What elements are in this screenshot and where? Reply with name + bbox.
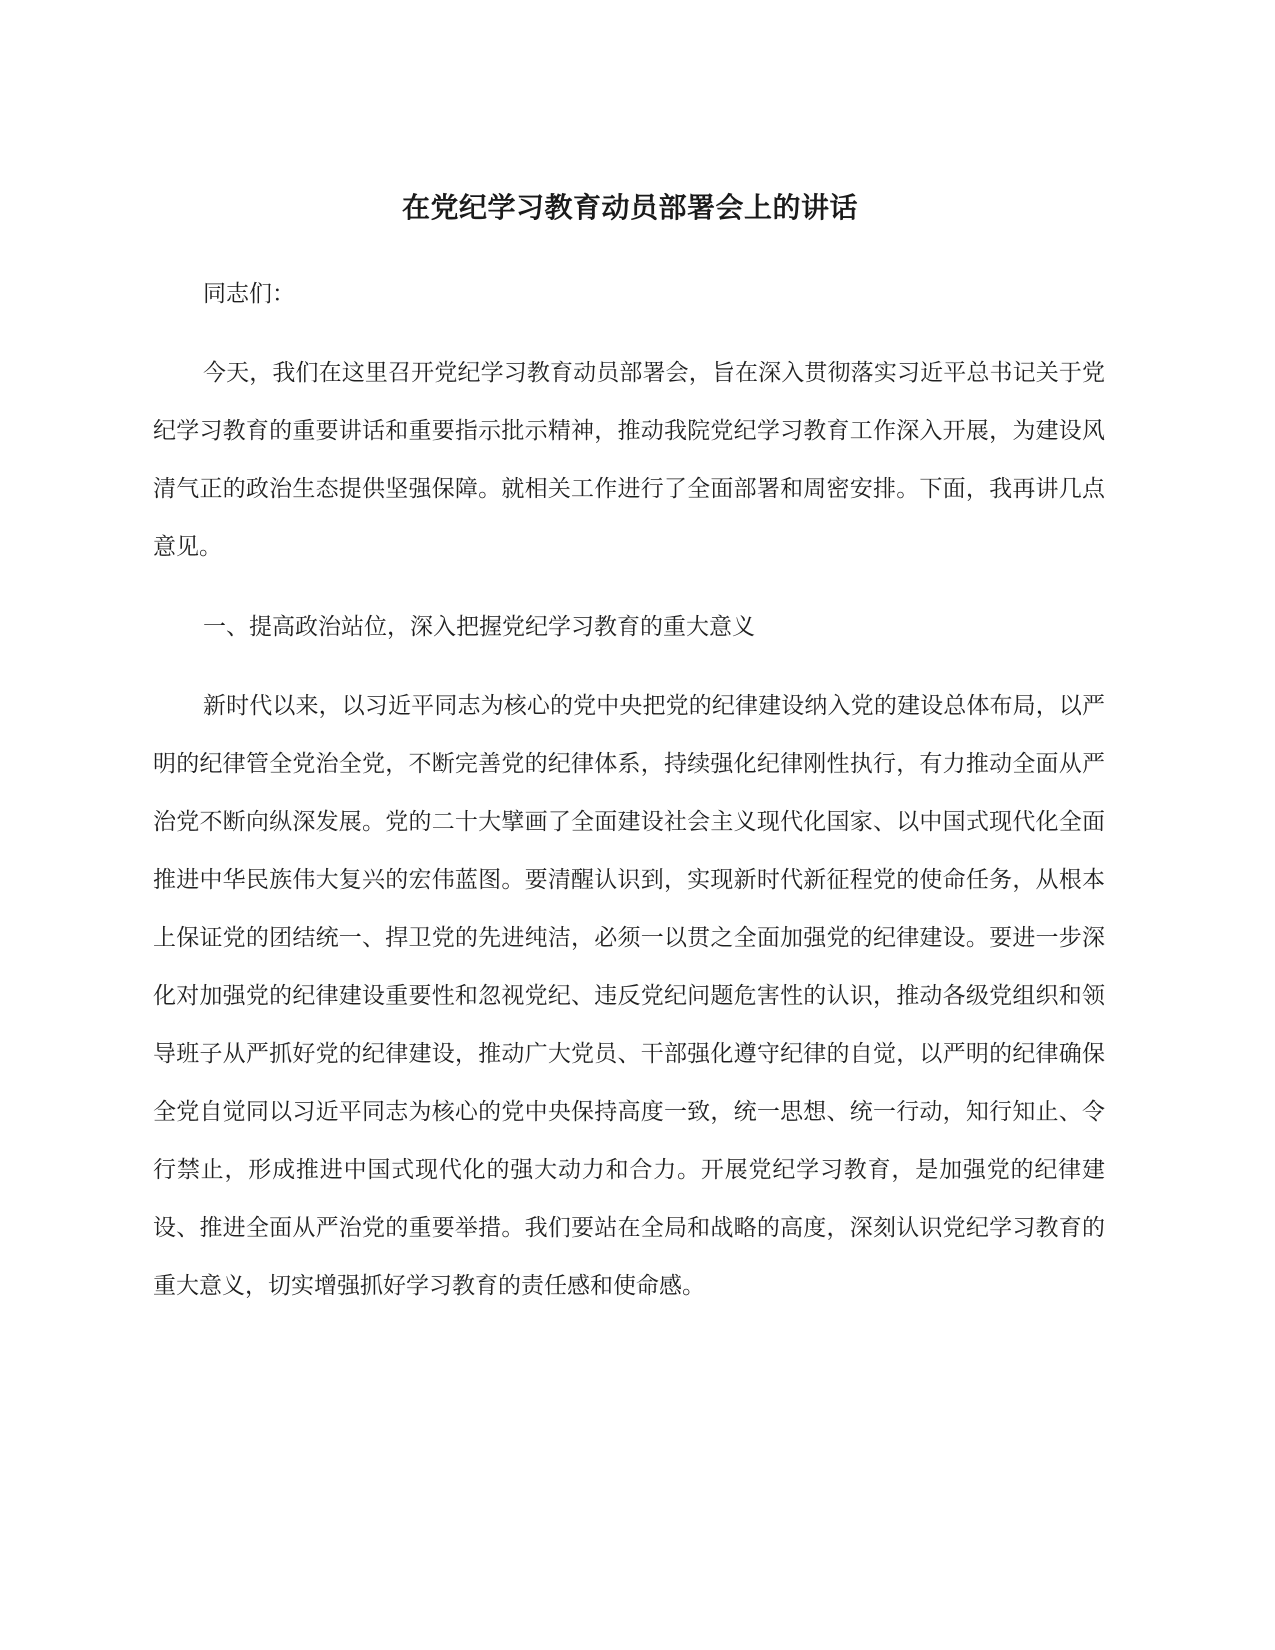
salutation: 同志们：: [203, 281, 295, 307]
paragraph-intro: 今天，我们在这里召开党纪学习教育动员部署会，旨在深入贯彻落实习近平总书记关于党纪学习教育的重要讲话和重要指示批示精神，推动我院党纪学习教育工作深入开展，为建设风清气正的政治生态提供坚强保障。就相关工作进行了全面部署和周密安排。下面，我再讲几点意见。: [153, 360, 1105, 560]
document-title: 在党纪学习教育动员部署会上的讲话: [401, 191, 858, 224]
paragraph-section-1: 新时代以来，以习近平同志为核心的党中央把党的纪律建设纳入党的建设总体布局，以严明的纪律管全党治全党，不断完善党的纪律体系，持续强化纪律刚性执行，有力推动全面从严治党不断向纵深发展。党的二十大擘画了全面建设社会主义现代化国家、以中国式现代化全面推进中华民族伟大复兴的宏伟蓝图。要清醒认识到，实现新时代新征程党的使命任务，从根本上保证党的团结统一、捍卫党的先进纯洁，必须一以贯之全面加强党的纪律建设。要进一步深化对加强党的纪律建设重要性和忽视党纪、违反党纪问题危害性的认识，推动各级党组织和领导班子从严抓好党的纪律建设，推动广大党员、干部强化遵守纪律的自觉，以严明的纪律确保全党自觉同以习近平同志为核心的党中央保持高度一致，统一思想、统一行动，知行知止、令行禁止，形成推进中国式现代化的强大动力和合力。开展党纪学习教育，是加强党的纪律建设、推进全面从严治党的重要举措。我们要站在全局和战略的高度，深刻认识党纪学习教育的重大意义，切实增强抓好学习教育的责任感和使命感。: [153, 693, 1105, 1299]
section-heading-1: 一、提高政治站位，深入把握党纪学习教育的重大意义: [203, 614, 755, 640]
